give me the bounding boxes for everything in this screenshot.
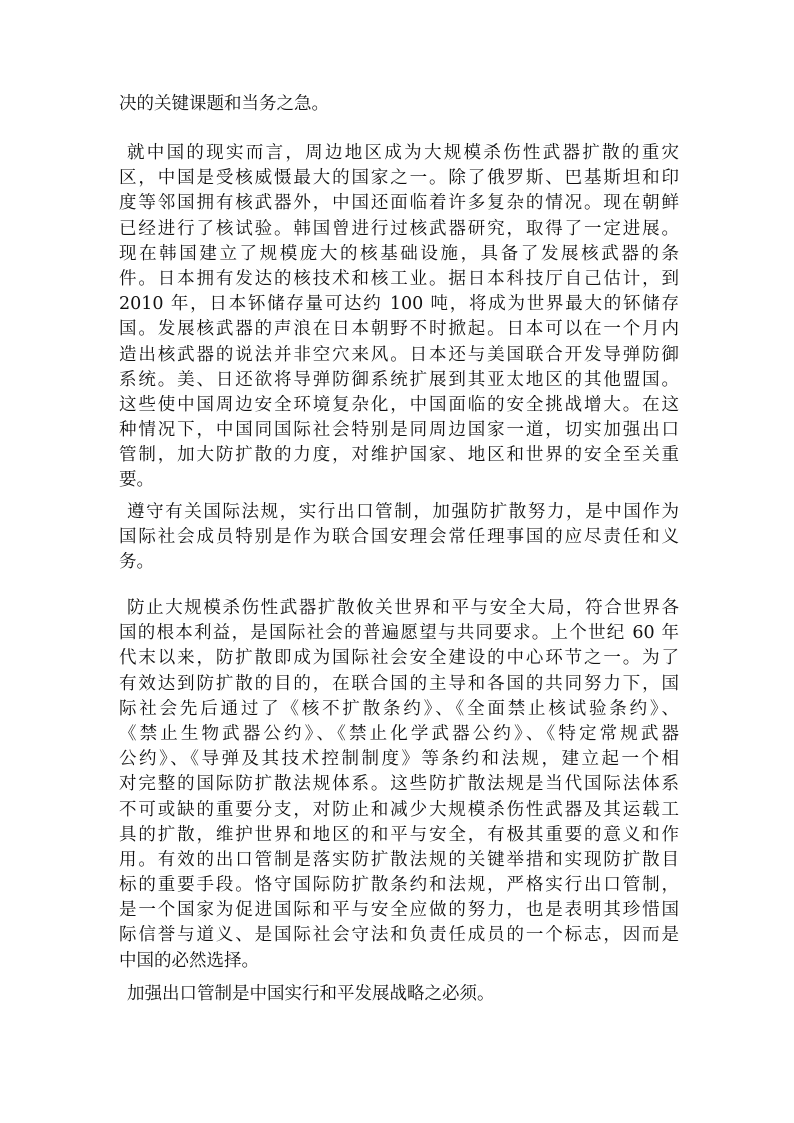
text-line: 系统。美、日还欲将导弹防御系统扩展到其亚太地区的其他盟国。: [119, 369, 679, 390]
text-line: 对完整的国际防扩散法规体系。这些防扩散法规是当代国际法体系: [119, 774, 679, 795]
paragraph: [119, 500, 679, 576]
text-line: 管制，加大防扩散的力度，对维护国家、地区和世界的安全至关重: [119, 445, 679, 466]
text-line: 件。日本拥有发达的核技术和核工业。据日本科技厅自己估计，到: [119, 268, 679, 289]
text-line: 防止大规模杀伤性武器扩散攸关世界和平与安全大局，符合世界各: [127, 598, 679, 618]
text-line: 公约》、《导弹及其技术控制制度》等条约和法规，建立起一个相: [119, 749, 679, 770]
text-line: 加强出口管制是中国实行和平发展战略之必须。: [127, 984, 495, 1004]
text-line: 具的扩散，维护世界和地区的和平与安全，有极其重要的意义和作: [119, 824, 679, 845]
text-line: 遵守有关国际法规，实行出口管制，加强防扩散努力，是中国作为: [127, 502, 679, 522]
text-line: 际信誉与道义、是国际社会守法和负责任成员的一个标志，因而是: [119, 925, 679, 946]
text-line: 是一个国家为促进国际和平与安全应做的努力，也是表明其珍惜国: [119, 900, 679, 921]
text-line: 要。: [119, 470, 154, 491]
text-line: 度等邻国拥有核武器外，中国还面临着许多复杂的情况。现在朝鲜: [119, 193, 679, 214]
text-line: 《禁止生物武器公约》、《禁止化学武器公约》、《特定常规武器: [119, 723, 679, 744]
text-line: 代末以来，防扩散即成为国际社会安全建设的中心环节之一。为了: [119, 648, 679, 669]
text-line: 不可或缺的重要分支，对防止和减少大规模杀伤性武器及其运载工: [119, 799, 679, 820]
paragraph: [119, 141, 679, 494]
text-line: 就中国的现实而言，周边地区成为大规模杀伤性武器扩散的重灾: [127, 143, 679, 163]
text-line: 这些使中国周边安全环境复杂化，中国面临的安全挑战增大。在这: [119, 394, 679, 415]
text-line: 区，中国是受核威慑最大的国家之一。除了俄罗斯、巴基斯坦和印: [119, 168, 679, 189]
text-line: 国际社会成员特别是作为联合国安理会常任理事国的应尽责任和义: [119, 527, 679, 548]
paragraph: [119, 92, 679, 117]
text-line: 已经进行了核试验。韩国曾进行过核武器研究，取得了一定进展。: [119, 218, 679, 239]
text-line: 决的关键课题和当务之急。: [119, 94, 329, 114]
text-line: 2010 年，日本钚储存量可达约 100 吨，将成为世界最大的钚储存: [119, 294, 679, 315]
text-line: 中国的必然选择。: [119, 950, 259, 971]
paragraph: [119, 982, 679, 1007]
text-line: 标的重要手段。恪守国际防扩散条约和法规，严格实行出口管制，: [119, 875, 679, 896]
text-line: 造出核武器的说法并非空穴来风。日本还与美国联合开发导弹防御: [119, 344, 679, 365]
text-line: 用。有效的出口管制是落实防扩散法规的关键举措和实现防扩散目: [119, 849, 679, 870]
paragraph: [119, 596, 679, 974]
text-line: 现在韩国建立了规模庞大的核基础设施，具备了发展核武器的条: [119, 243, 679, 264]
text-line: 务。: [119, 552, 154, 573]
text-line: 国的根本利益，是国际社会的普遍愿望与共同要求。上个世纪 60 年: [119, 623, 679, 644]
text-line: 种情况下，中国同国际社会特别是同周边国家一道，切实加强出口: [119, 420, 679, 441]
text-line: 国。发展核武器的声浪在日本朝野不时掀起。日本可以在一个月内: [119, 319, 679, 340]
text-line: 有效达到防扩散的目的，在联合国的主导和各国的共同努力下，国: [119, 673, 679, 694]
text-line: 际社会先后通过了《核不扩散条约》、《全面禁止核试验条约》、: [119, 698, 679, 719]
